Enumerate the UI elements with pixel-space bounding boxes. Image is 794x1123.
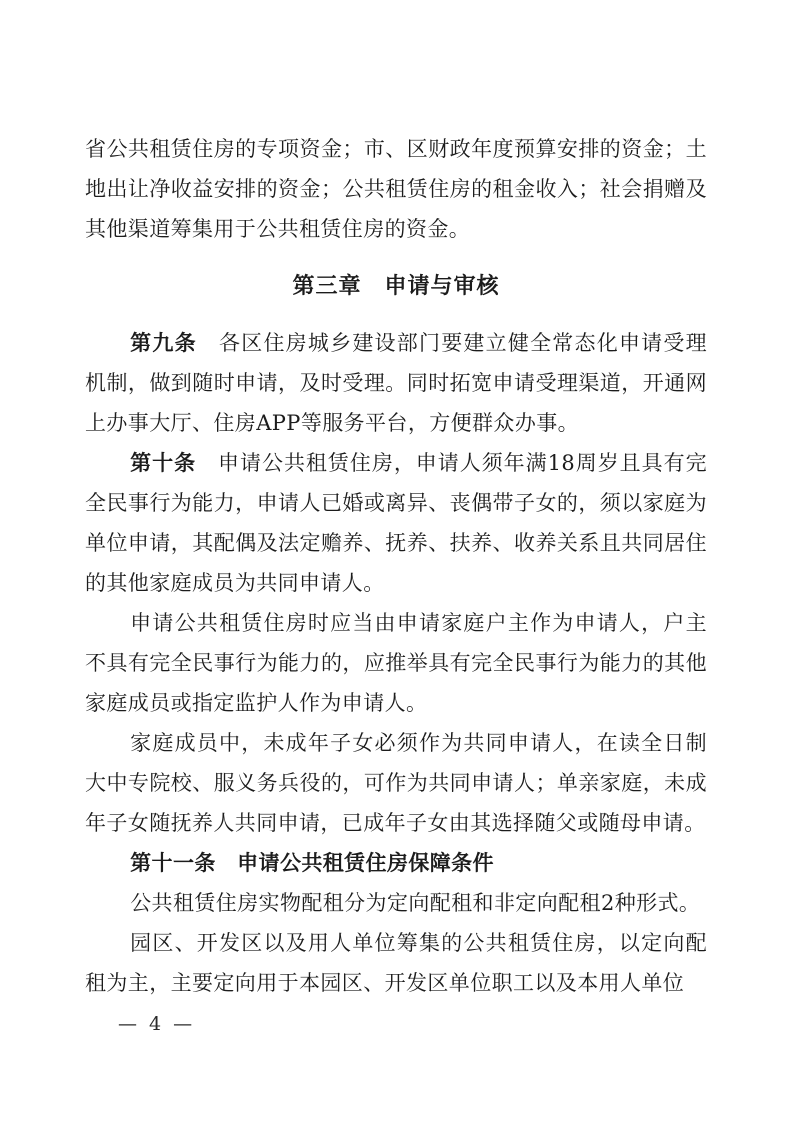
paragraph-article-11: [85, 843, 707, 883]
paragraph-text: 申请公共租赁住房保障条件: [215, 850, 494, 875]
paragraph-text: 申请公共租赁住房，申请人须年满18周岁且具有完全民事行为能力，申请人已婚或离异、丧偶带子女的，须以家庭为单位申请，其配偶及法定赡养、抚养、扶养、收养关系且共同居住的其他家庭成员为共同申请人。: [85, 451, 707, 595]
article-label: 第十一条: [130, 850, 216, 875]
paragraph-family-members: [85, 723, 707, 843]
chapter-heading: 第三章 申请与审核: [292, 274, 500, 299]
paragraph-article-10: [85, 443, 707, 603]
paragraph-allocation-forms: [85, 883, 707, 923]
paragraph-continuation: [85, 129, 707, 249]
paragraph-text: 家庭成员中，未成年子女必须作为共同申请人，在读全日制大中专院校、服义务兵役的，可作为共同申请人；单亲家庭，未成年子女随抚养人共同申请，已成年子女由其选择随父或随母申请。: [85, 731, 707, 835]
paragraph-article-9: [85, 323, 707, 443]
article-label: 第九条: [130, 330, 197, 355]
paragraph-text: 各区住房城乡建设部门要建立健全常态化申请受理机制，做到随时申请，及时受理。同时拓宽申请受理渠道，开通网上办事大厅、住房APP等服务平台，方便群众办事。: [85, 331, 707, 435]
page-number: — 4 —: [118, 1013, 196, 1035]
paragraph-text: 省公共租赁住房的专项资金；市、区财政年度预算安排的资金；土地出让净收益安排的资金；公共租赁住房的租金收入；社会捐赠及其他渠道筹集用于公共租赁住房的资金。: [85, 137, 707, 241]
article-label: 第十条: [130, 450, 197, 475]
paragraph-household-head: [85, 603, 707, 723]
paragraph-text: 园区、开发区以及用人单位筹集的公共租赁住房，以定向配租为主，主要定向用于本园区、开发区单位职工以及本用人单位: [85, 931, 707, 995]
paragraph-park-zone: [85, 923, 707, 1003]
paragraph-text: 申请公共租赁住房时应当由申请家庭户主作为申请人，户主不具有完全民事行为能力的，应推举具有完全民事行为能力的其他家庭成员或指定监护人作为申请人。: [85, 611, 707, 715]
paragraph-text: 公共租赁住房实物配租分为定向配租和非定向配租2种形式。: [130, 891, 701, 915]
